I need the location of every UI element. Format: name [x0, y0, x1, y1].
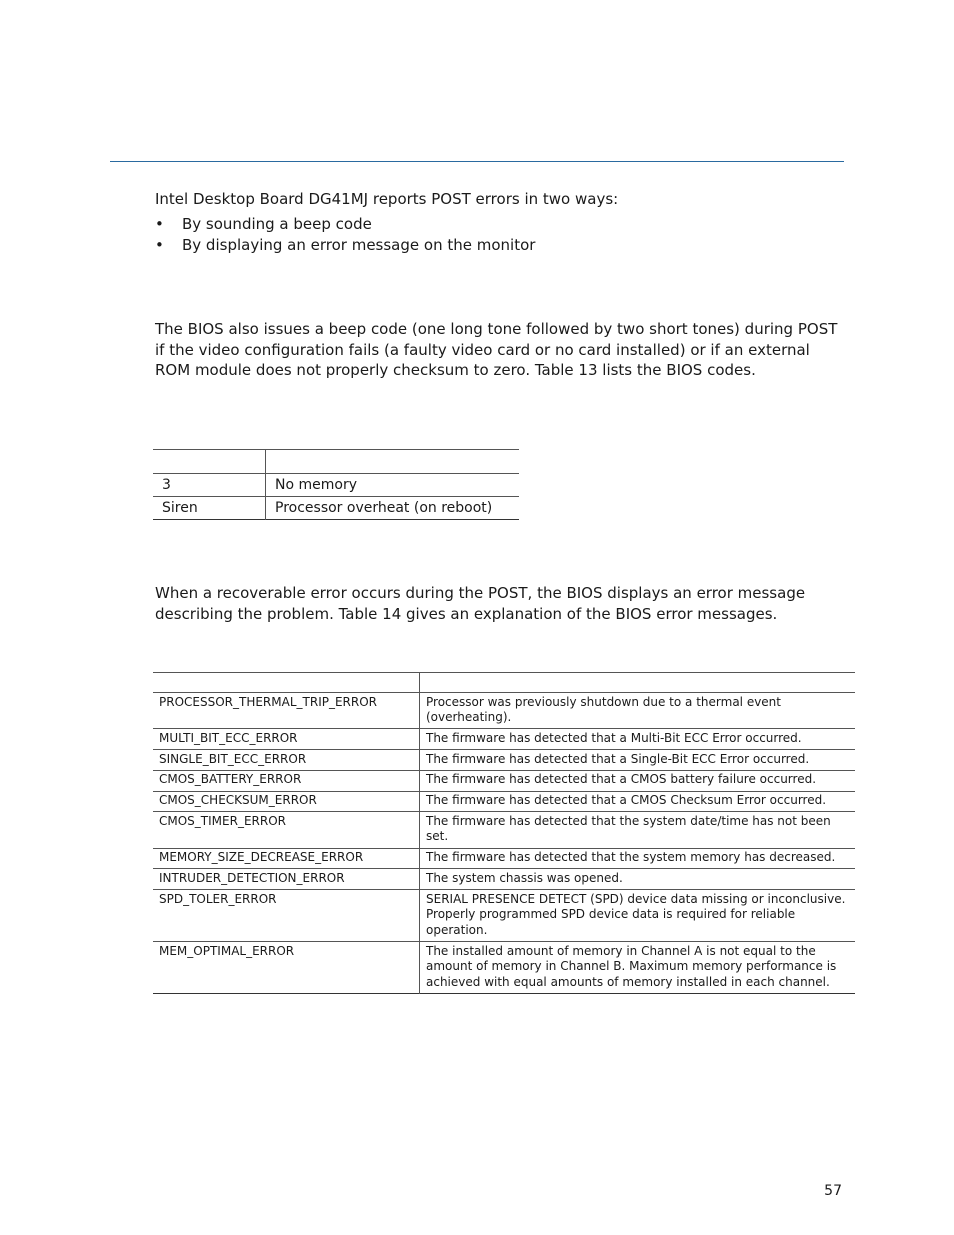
header-cell — [153, 673, 420, 693]
error-message-cell: PROCESSOR_THERMAL_TRIP_ERROR — [153, 693, 420, 729]
table-row — [153, 848, 855, 869]
error-message-cell: CMOS_BATTERY_ERROR — [153, 770, 420, 791]
table-row — [153, 791, 855, 812]
bullet-item — [155, 214, 535, 235]
bullet-icon: • — [155, 236, 164, 254]
header-cell — [266, 450, 520, 474]
error-message-table — [153, 672, 855, 994]
error-message-cell: CMOS_CHECKSUM_ERROR — [153, 791, 420, 812]
table-row — [153, 693, 855, 729]
error-message-cell: CMOS_TIMER_ERROR — [153, 812, 420, 848]
table-row — [153, 869, 855, 890]
table-row — [153, 750, 855, 771]
header-cell — [420, 673, 856, 693]
error-explanation-cell: The installed amount of memory in Channel A is not equal to the amount of memory in Channel B. Maximum memory performance is achieved with equal amounts of memory installed in each channel. — [420, 942, 856, 994]
bullet-list — [155, 214, 535, 256]
beep-code-cell: 3 — [153, 474, 266, 497]
error-explanation-cell: The firmware has detected that a Multi-Bit ECC Error occurred. — [420, 729, 856, 750]
error-message-cell: MULTI_BIT_ECC_ERROR — [153, 729, 420, 750]
header-cell — [153, 450, 266, 474]
table-row — [153, 474, 519, 497]
error-message-paragraph: When a recoverable error occurs during the POST, the BIOS displays an error message describing the problem. Table 14 gives an explanation of the BIOS error messages. — [155, 584, 806, 623]
error-explanation-cell: Processor was previously shutdown due to a thermal event (overheating). — [420, 693, 856, 729]
error-message-cell: SINGLE_BIT_ECC_ERROR — [153, 750, 420, 771]
error-explanation-cell: The firmware has detected that the system date/time has not been set. — [420, 812, 856, 848]
error-explanation-cell: SERIAL PRESENCE DETECT (SPD) device data missing or inconclusive. Properly programmed SPD device data is required for reliable operation. — [420, 890, 856, 942]
bullet-item — [155, 235, 535, 256]
beep-code-paragraph: The BIOS also issues a beep code (one long tone followed by two short tones) during POST if the video configuration fails (a faulty video card or no card installed) or if an external ROM module does not properly checksum to zero. Table 13 lists the BIOS codes. — [155, 320, 838, 379]
error-message-cell: MEM_OPTIMAL_ERROR — [153, 942, 420, 994]
bullet-text: By sounding a beep code — [182, 215, 372, 233]
error-message-cell: SPD_TOLER_ERROR — [153, 890, 420, 942]
bullet-text: By displaying an error message on the monitor — [182, 236, 536, 254]
table-row — [153, 812, 855, 848]
table-header-row — [153, 450, 519, 474]
table-row — [153, 890, 855, 942]
error-explanation-cell: The firmware has detected that a Single-Bit ECC Error occurred. — [420, 750, 856, 771]
table-row — [153, 497, 519, 520]
intro-text: Intel Desktop Board DG41MJ reports POST errors in two ways: — [155, 190, 619, 208]
error-explanation-cell: The firmware has detected that the system memory has decreased. — [420, 848, 856, 869]
error-message-cell: MEMORY_SIZE_DECREASE_ERROR — [153, 848, 420, 869]
error-message-cell: INTRUDER_DETECTION_ERROR — [153, 869, 420, 890]
error-explanation-cell: The firmware has detected that a CMOS battery failure occurred. — [420, 770, 856, 791]
beep-description-cell: No memory — [266, 474, 520, 497]
table-row — [153, 942, 855, 994]
beep-description-cell: Processor overheat (on reboot) — [266, 497, 520, 520]
table-header-row — [153, 673, 855, 693]
beep-code-table — [153, 449, 519, 520]
header-rule — [110, 161, 844, 162]
table-row — [153, 729, 855, 750]
table-row — [153, 770, 855, 791]
error-explanation-cell: The system chassis was opened. — [420, 869, 856, 890]
error-explanation-cell: The firmware has detected that a CMOS Checksum Error occurred. — [420, 791, 856, 812]
bullet-icon: • — [155, 215, 164, 233]
page-number: 57 — [824, 1183, 842, 1199]
beep-code-cell: Siren — [153, 497, 266, 520]
